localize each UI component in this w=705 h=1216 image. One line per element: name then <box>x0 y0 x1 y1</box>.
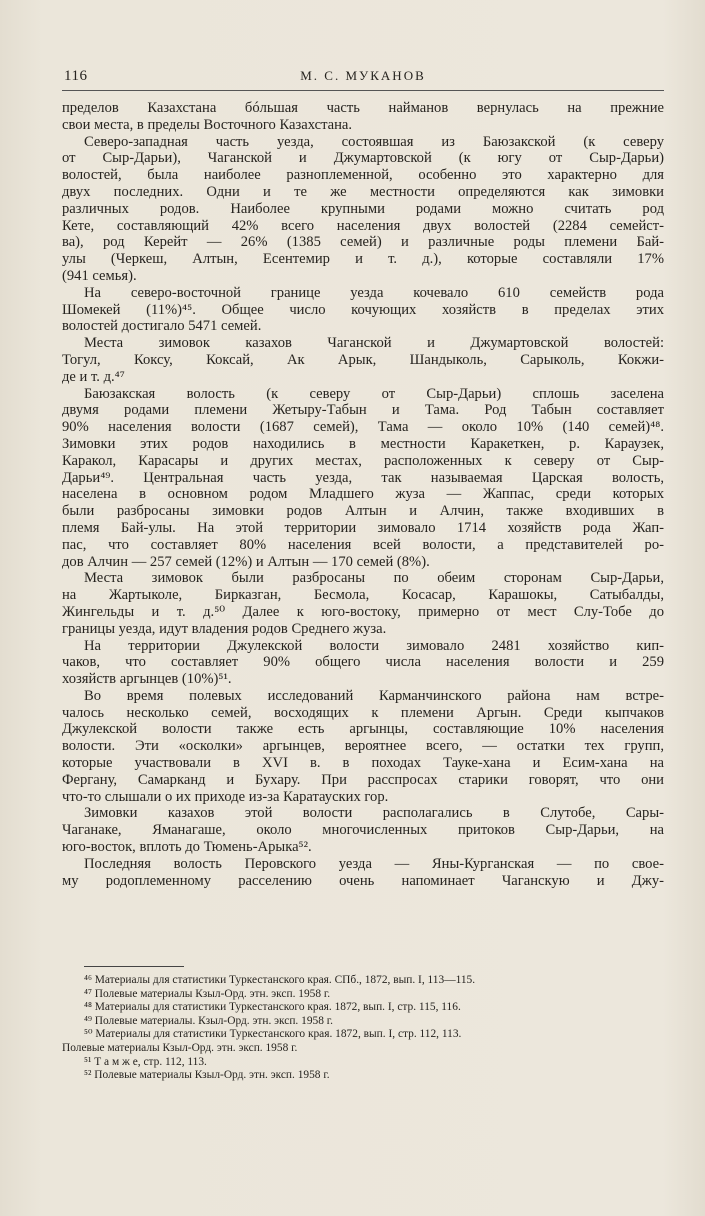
text-line: Зимовки казахов этой волости располагались в Слутобе, Сары- <box>84 805 664 822</box>
text-line: хозяйств аргынцев (10%)⁵¹. <box>62 671 232 688</box>
text-line: 90% населения волости (1687 семей), Тама — около 10% (140 семей)⁴⁸. <box>62 419 664 436</box>
text-line: волостей, была наиболее разноплеменной, особенно это характерно для <box>62 167 664 184</box>
text-line: Северо-западная часть уезда, состоявшая из Баюзакской (к северу <box>84 133 664 150</box>
text-line: Во время полевых исследований Карманчинского района нам встре- <box>84 687 664 704</box>
text-line: Джулекской волости также есть аргынцы, составляющие 10% населения <box>62 721 664 738</box>
footnote: Полевые материалы Кзыл-Орд. этн. эксп. 1958 г. <box>62 1041 298 1054</box>
text-line: Зимовки этих родов находились в местности Каракеткен, р. Караузек, <box>62 435 664 452</box>
running-head: М. С. МУКАНОВ <box>300 68 426 83</box>
text-line: которые участвовали в XVI в. в походах Тауке-хана и Есим-хана на <box>62 755 664 772</box>
text-line: свои места, в пределы Восточного Казахстана. <box>62 116 353 133</box>
text-line: Места зимовок были разбросаны по обеим сторонам Сыр-Дарьи, <box>84 570 664 587</box>
text-line: Жингельды и т. д.⁵⁰ Далее к юго-востоку, примерно от мест Слу-Тобе до <box>62 603 664 620</box>
text-line: двумя родами племени Жетыру-Табын и Тама. Род Табын составляет <box>62 402 664 419</box>
text-line: Шомекей (11%)⁴⁵. Общее число кочующих хозяйств в пределах этих <box>62 301 664 318</box>
text-line: пределов Казахстана бóльшая часть найманов вернулась на прежние <box>62 100 664 116</box>
footnote: ⁴⁷ Полевые материалы Кзыл-Орд. этн. эксп. 1958 г. <box>84 987 331 1000</box>
text-line: Места зимовок казахов Чаганской и Джумартовской волостей: <box>84 335 664 352</box>
text-line: де и т. д.⁴⁷ <box>62 368 125 385</box>
text-line: что-то слышали о их приходе из-за Каратауских гор. <box>62 788 389 805</box>
text-line: Тогул, Коксу, Коксай, Ак Арык, Шандыколь, Сарыколь, Кокжи- <box>62 351 664 368</box>
text-line: пас, что составляет 80% населения всей волости, а представителей ро- <box>62 536 664 553</box>
text-line: Баюзакская волость (к северу от Сыр-Дарьи) сплошь заселена <box>84 385 664 402</box>
footnote: ⁵¹ Т а м ж е, стр. 112, 113. <box>84 1055 207 1068</box>
text-line: Кете, составляющий 42% всего населения двух волостей (2284 семейст- <box>62 217 664 234</box>
text-line: Чаганаке, Яманагаше, около многочисленных притоков Сыр-Дарьи, на <box>62 822 664 839</box>
page-header <box>62 64 664 91</box>
text-line: от Сыр-Дарьи), Чаганской и Джумартовской (к югу от Сыр-Дарьи) <box>62 150 664 167</box>
text-line: Дарьи⁴⁹. Центральная часть уезда, так называемая Царская волость, <box>62 469 664 486</box>
footnote: ⁴⁶ Материалы для статистики Туркестанского края. СПб., 1872, вып. I, 113—115. <box>84 974 476 986</box>
text-line: чалось несколько семей, восходящих к племени Аргын. Среди кыпчаков <box>62 704 664 721</box>
text-line: волости. Эти «осколки» аргынцев, вероятнее всего, — остатки тех групп, <box>62 738 664 755</box>
text-line: границы уезда, идут владения родов Среднего жуза. <box>62 620 387 637</box>
text-line: чаков, что составляет 90% общего числа населения волости и 259 <box>62 654 664 671</box>
footnote: ⁴⁸ Материалы для статистики Туркестанского края. 1872, вып. I, стр. 115, 116. <box>84 1001 461 1014</box>
text-line: были разбросаны зимовки родов Алтын и Алчин, также входивших в <box>62 503 664 520</box>
footnote: ⁵² Полевые материалы Кзыл-Орд. этн. эксп. 1958 г. <box>84 1069 330 1082</box>
text-line: волостей достигало 5471 семей. <box>62 318 262 335</box>
text-line: племя Бай-улы. На этой территории зимовало 1714 хозяйств рода Жап- <box>62 519 664 536</box>
footnote: ⁴⁹ Полевые материалы. Кзыл-Орд. этн. эксп. 1958 г. <box>84 1014 333 1027</box>
text-line: Фергану, Самарканд и Бухару. При расспросах старики говорят, что они <box>62 771 664 788</box>
text-line: различных родов. Наиболее крупными родами можно считать род <box>62 200 664 217</box>
text-line: (941 семья). <box>62 267 137 284</box>
text-line: на Жартыколе, Бирказган, Бесмола, Косасар, Карашокы, Сатыбалды, <box>62 587 664 604</box>
text-line: Последняя волость Перовского уезда — Яны-Курганская — по свое- <box>84 855 664 872</box>
footnotes <box>62 974 664 1083</box>
text-line: улы (Черкеш, Алтын, Есентемир и т. д.), которые составляли 17% <box>62 251 664 268</box>
text-line: На территории Джулекской волости зимовало 2481 хозяйство кип- <box>84 637 664 654</box>
text-line: На северо-восточной границе уезда кочевало 610 семейств рода <box>84 284 664 301</box>
footnote: ⁵⁰ Материалы для статистики Туркестанского края. 1872, вып. I, стр. 112, 113. <box>84 1028 462 1041</box>
text-line: ва), род Керейт — 26% (1385 семей) и различные роды племени Бай- <box>62 234 664 251</box>
footnote-divider <box>84 966 184 967</box>
text-line: Каракол, Карасары и других местах, расположенных к северу от Сыр- <box>62 452 664 469</box>
text-line: юго-восток, вплоть до Тюмень-Арыка⁵². <box>62 839 312 856</box>
text-line: населена в основном родом Младшего жуза — Жаппас, среди которых <box>62 486 664 503</box>
text-line: двух последних. Одни и те же местности определяются как зимовки <box>62 183 664 200</box>
text-line: дов Алчин — 257 семей (12%) и Алтын — 170 семей (8%). <box>62 553 430 570</box>
text-line: му родоплеменному расселению очень напоминает Чаганскую и Джу- <box>62 872 664 889</box>
body-text <box>62 100 664 889</box>
page-number: 116 <box>64 68 88 84</box>
